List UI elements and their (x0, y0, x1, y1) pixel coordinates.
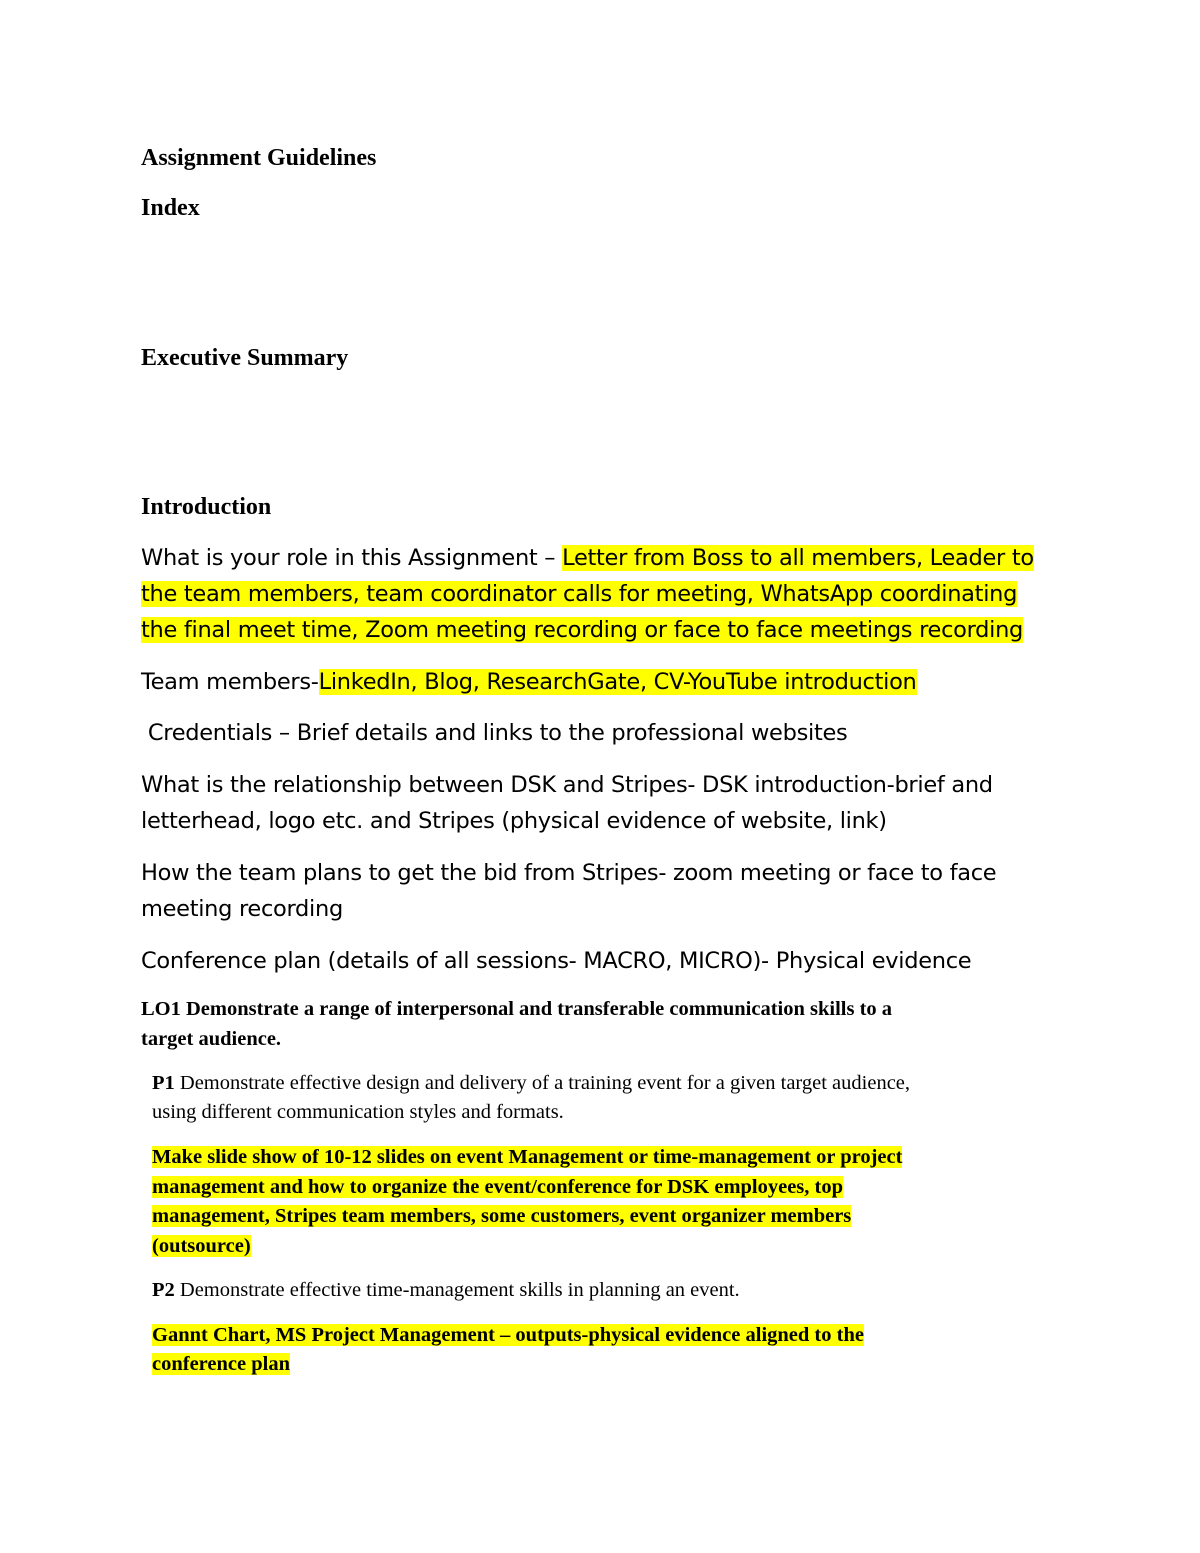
p2-task-line1: Gannt Chart, MS Project Management – outputs-physical evidence aligned to the (152, 1324, 864, 1346)
role-prefix: What is your role in this Assignment – (141, 545, 563, 571)
role-line3-wrapper (141, 612, 1023, 648)
team-members-prefix: Team members- (141, 669, 319, 695)
role-highlight-line2: the team members, team coordinator calls for meeting, WhatsApp coordinating (141, 581, 1018, 607)
p1-line2: using different communication styles and formats. (152, 1101, 564, 1123)
p1-task-line3: management, Stripes team members, some customers, event organizer members (152, 1205, 852, 1227)
role-line2-wrapper (141, 576, 1017, 612)
role-highlight-line1: Letter from Boss to all members, Leader to (562, 545, 1034, 571)
p2-label: P2 (152, 1279, 175, 1301)
p1-task-line4: (outsource) (152, 1235, 251, 1257)
relationship-line2: letterhead, logo etc. and Stripes (physical evidence of website, link) (141, 808, 887, 834)
p1-task-line1-wrapper (152, 1143, 902, 1173)
bid-plan-line2: meeting recording (141, 896, 343, 922)
relationship-line1: What is the relationship between DSK and Stripes- DSK introduction-brief and (141, 772, 993, 798)
team-members-line (141, 664, 917, 700)
executive-summary-heading: Executive Summary (141, 345, 349, 371)
role-highlight-line3: the final meet time, Zoom meeting recording or face to face meetings recording (141, 617, 1024, 643)
p2-text: Demonstrate effective time-management skills in planning an event. (174, 1279, 740, 1301)
bid-plan-line1: How the team plans to get the bid from Stripes- zoom meeting or face to face (141, 860, 997, 886)
role-paragraph (141, 540, 1034, 576)
p1-task-line2-wrapper (152, 1173, 843, 1203)
lo1-line1: LO1 Demonstrate a range of interpersonal and transferable communication skills to a (141, 998, 893, 1020)
index-heading: Index (141, 195, 200, 221)
p1-label: P1 (152, 1072, 175, 1094)
p1-task-line2: management and how to organize the event/conference for DSK employees, top (152, 1176, 844, 1198)
team-members-highlight: LinkedIn, Blog, ResearchGate, CV-YouTube introduction (318, 669, 917, 695)
conference-plan-line: Conference plan (details of all sessions- MACRO, MICRO)- Physical evidence (141, 948, 972, 974)
p1-line1 (152, 1069, 910, 1098)
p1-text-line1: Demonstrate effective design and delivery of a training event for a given target audience, (174, 1072, 911, 1094)
introduction-heading: Introduction (141, 494, 272, 520)
p2-line (152, 1276, 740, 1305)
credentials-line: Credentials – Brief details and links to the professional websites (141, 720, 848, 746)
p1-task-line3-wrapper (152, 1202, 851, 1232)
p2-task-line2: conference plan (152, 1353, 290, 1375)
lo1-line2: target audience. (141, 1028, 282, 1050)
p1-task-line4-wrapper (152, 1232, 251, 1262)
p1-task-line1: Make slide show of 10-12 slides on event Management or time-management or project (152, 1146, 903, 1168)
document-title: Assignment Guidelines (141, 145, 377, 171)
p2-task-line2-wrapper (152, 1350, 290, 1380)
p2-task-line1-wrapper (152, 1321, 864, 1351)
